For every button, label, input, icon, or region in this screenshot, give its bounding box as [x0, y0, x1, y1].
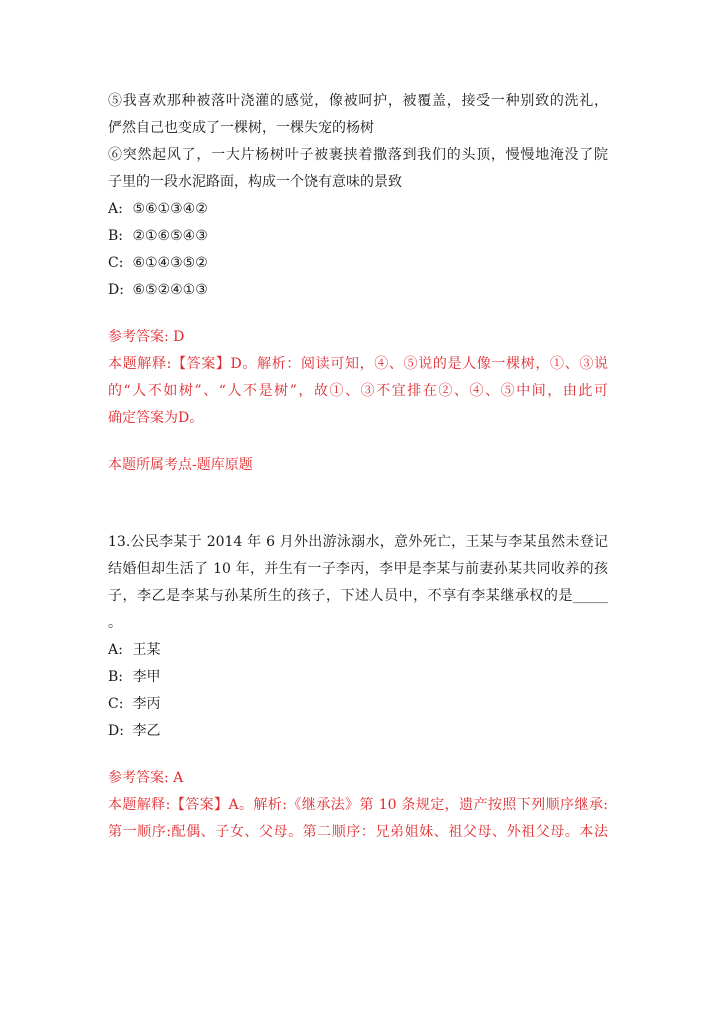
- option-label: D:: [108, 723, 124, 739]
- explanation-line: 本题解释:【答案】A。解析:《继承法》第 10 条规定，遗产按照下列顺序继承:: [108, 797, 608, 813]
- question-line: 结婚但却生活了 10 年，并生有一子李丙，李甲是李某与前妻孙某共同收养的孩: [108, 561, 608, 577]
- explanation-line: 的“人不如树”、“人不是树”，故①、③不宜排在②、④、⑤中间，由此可: [108, 383, 608, 399]
- option-label: B:: [108, 228, 124, 244]
- question-line: ⑥突然起风了，一大片杨树叶子被裹挟着撒落到我们的头顶，慢慢地淹没了院: [108, 147, 608, 163]
- explanation-block: [108, 792, 608, 846]
- question-line: 子里的一段水泥路面，构成一个饶有意味的景致: [108, 174, 402, 190]
- option-label: C:: [108, 255, 124, 271]
- option-label: A:: [108, 642, 123, 658]
- question-13-options: [108, 637, 608, 745]
- question-12-options: [108, 196, 608, 304]
- explanation-line: 确定答案为D。: [108, 410, 204, 426]
- option-a: [108, 637, 608, 664]
- option-text: ⑥⑤②④①③: [132, 282, 208, 298]
- option-text: 王某: [132, 642, 161, 658]
- option-text: ②①⑥⑤④③: [132, 228, 208, 244]
- option-b: [108, 664, 608, 691]
- document-page: [108, 88, 608, 846]
- option-text: 李丙: [132, 696, 161, 712]
- question-line: ⑤我喜欢那种被落叶浇灌的感觉，像被呵护，被覆盖，接受一种别致的洗礼，: [108, 93, 608, 109]
- explanation-line: 本题解释:【答案】D。解析：阅读可知，④、⑤说的是人像一棵树，①、③说: [108, 356, 608, 372]
- answer-line: 参考答案: D: [108, 329, 185, 345]
- option-text: ⑥①④③⑤②: [132, 255, 208, 271]
- option-d: [108, 718, 608, 745]
- option-a: [108, 196, 608, 223]
- question-line: 俨然自己也变成了一棵树，一棵失宠的杨树: [108, 120, 374, 136]
- option-text: 李甲: [132, 669, 161, 685]
- explanation-block: [108, 351, 608, 432]
- source-note: 本题所属考点-题库原题: [108, 457, 253, 473]
- question-13-text: [108, 529, 608, 637]
- question-line: 13.公民李某于 2014 年 6 月外出游泳溺水，意外死亡，王某与李某虽然未登记: [108, 534, 608, 550]
- option-c: [108, 691, 608, 718]
- explanation-line: 第一顺序:配偶、子女、父母。第二顺序：兄弟姐妹、祖父母、外祖父母。本法: [108, 824, 608, 840]
- option-label: A:: [108, 201, 123, 217]
- option-b: [108, 223, 608, 250]
- option-d: [108, 277, 608, 304]
- option-text: 李乙: [132, 723, 161, 739]
- question-12-text: [108, 88, 608, 196]
- answer-line: 参考答案: A: [108, 770, 184, 786]
- option-text: ⑤⑥①③④②: [132, 201, 208, 217]
- question-line: 子，李乙是李某与孙某所生的孩子，下述人员中，不享有李某继承权的是_____: [108, 588, 608, 604]
- option-c: [108, 250, 608, 277]
- option-label: D:: [108, 282, 124, 298]
- option-label: B:: [108, 669, 124, 685]
- option-label: C:: [108, 696, 124, 712]
- question-line: 。: [108, 615, 122, 631]
